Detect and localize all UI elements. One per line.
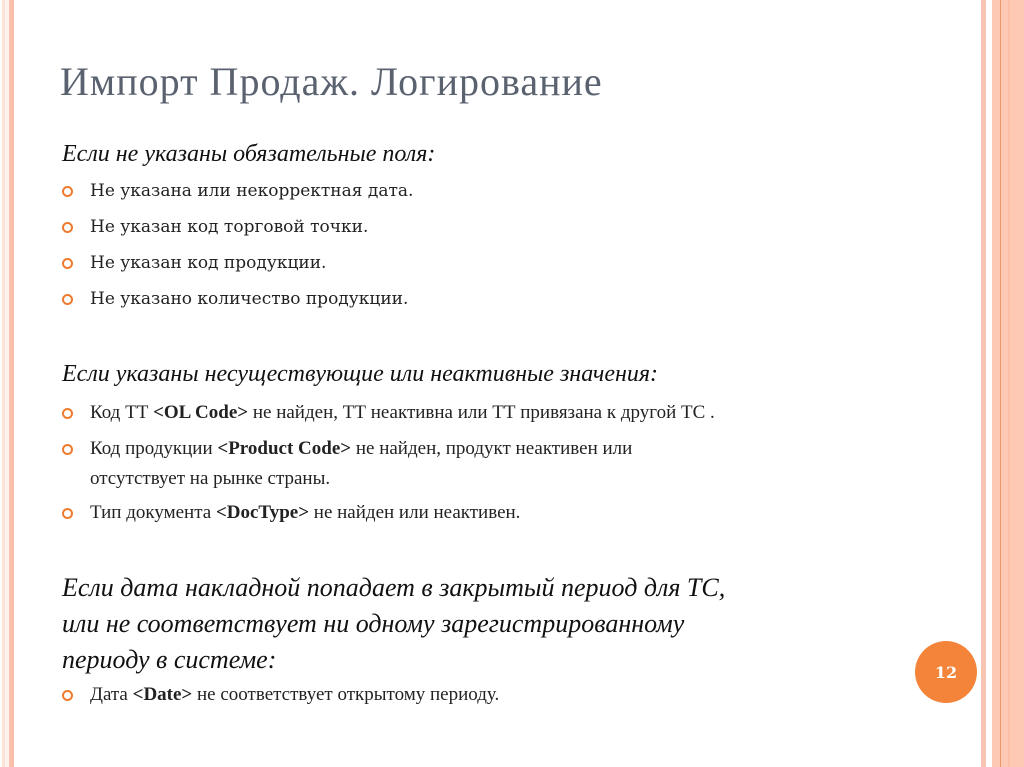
section-heading: Если указаны несуществующие или неактивные значения: — [62, 361, 659, 387]
bullet-circle-icon — [62, 444, 73, 455]
right-border-stripe — [981, 0, 986, 767]
right-border-stripe — [1008, 0, 1010, 767]
list-item: Не указан код торговой точки. — [62, 212, 368, 242]
list-item: Не указана или некорректная дата. — [62, 176, 413, 206]
section-heading: Если дата накладной попадает в закрытый период для ТС, или не соответствует ни одному зарегистрированному периоду в системе: — [62, 573, 726, 674]
bullet-circle-icon — [62, 222, 73, 233]
code-token: <OL Code> — [153, 402, 249, 423]
bullet-circle-icon — [62, 294, 73, 305]
bullet-circle-icon — [62, 690, 73, 701]
list-item: Дата <Date> не соответствует открытому периоду. — [62, 680, 499, 710]
left-border-stripe — [10, 0, 14, 767]
bullet-circle-icon — [62, 508, 73, 519]
list-item: Код продукции <Product Code> не найден, продукт неактивен или отсутствует на рынке страны. — [62, 434, 632, 494]
bullet-circle-icon — [62, 186, 73, 197]
code-token: <Product Code> — [217, 438, 352, 459]
section-heading: Если не указаны обязательные поля: — [62, 141, 436, 167]
slide-title: Импорт Продаж. Логирование — [60, 59, 603, 104]
code-token: <Date> — [132, 684, 193, 705]
bullet-circle-icon — [62, 258, 73, 269]
bullet-circle-icon — [62, 408, 73, 419]
list-item: Не указан код продукции. — [62, 248, 326, 278]
code-token: <DocType> — [215, 502, 310, 523]
page-number-badge: 12 — [915, 641, 977, 703]
list-item: Тип документа <DocType> не найден или неактивен. — [62, 498, 520, 528]
list-item: Не указано количество продукции. — [62, 284, 408, 314]
right-border-stripe — [1000, 0, 1001, 767]
list-item: Код ТТ <OL Code> не найден, ТТ неактивна или ТТ привязана к другой ТС . — [62, 398, 715, 428]
